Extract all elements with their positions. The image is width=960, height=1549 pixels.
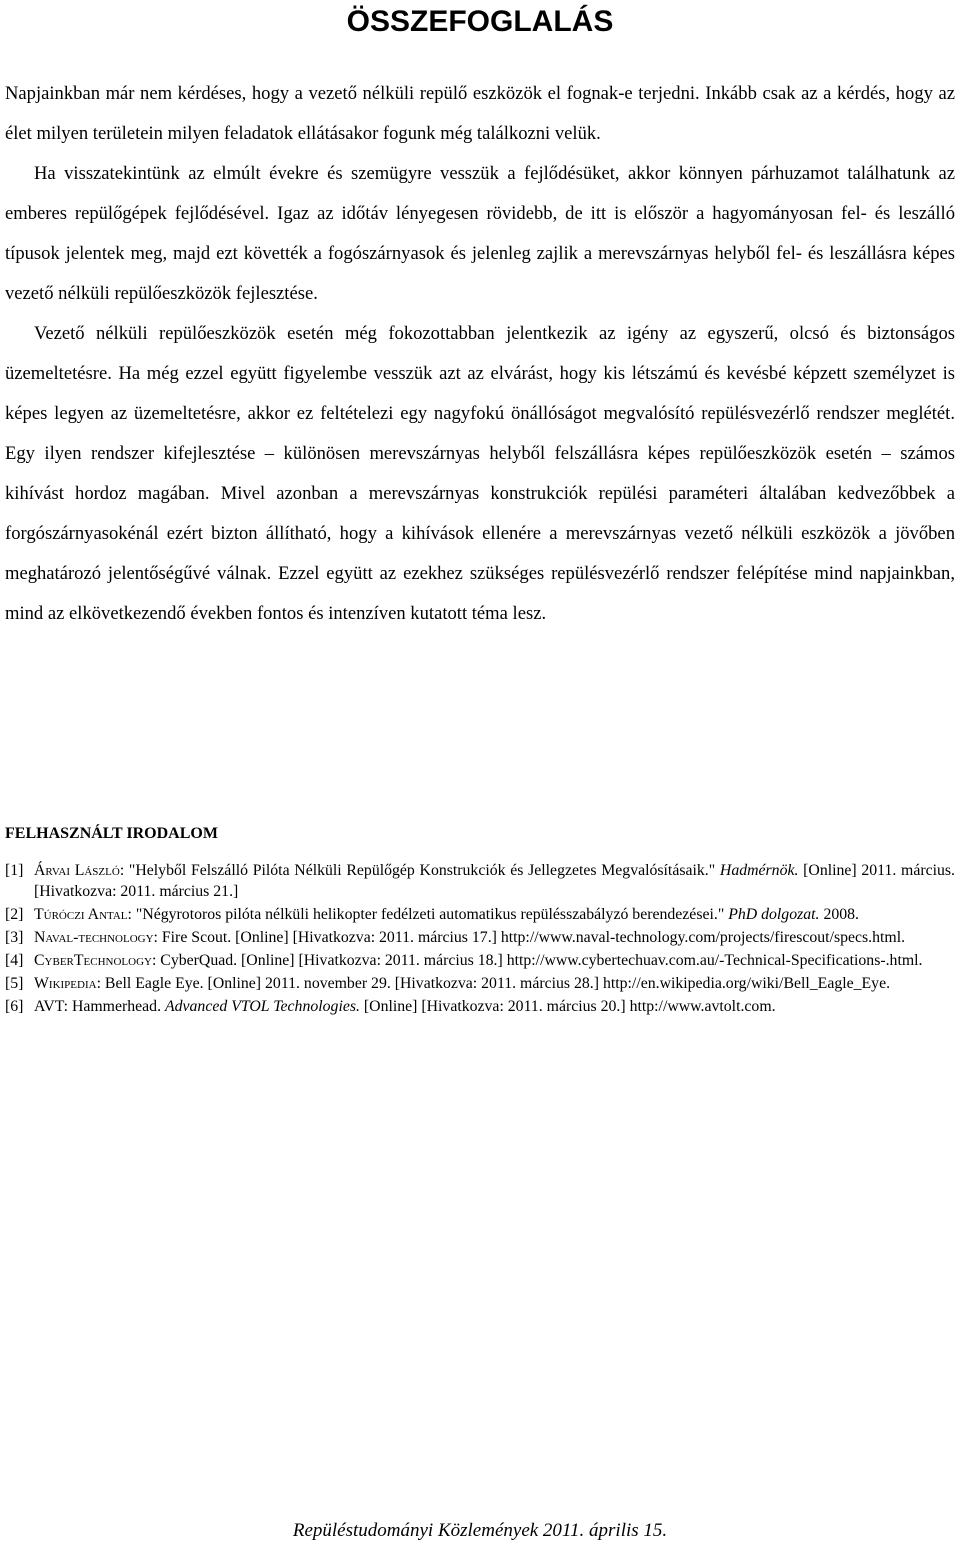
reference-number: [6]	[5, 998, 24, 1015]
reference-item	[5, 927, 955, 948]
summary-body	[5, 74, 955, 634]
reference-author: Wikipedia	[34, 975, 97, 992]
reference-rest: [Online] [Hivatkozva: 2011. március 20.] http://www.avtolt.com.	[359, 998, 776, 1015]
reference-text: : Fire Scout. [Online] [Hivatkozva: 2011. március 17.] http://www.naval-technology.com/projects/firescout/specs.html.	[153, 929, 906, 946]
reference-number: [4]	[5, 952, 24, 969]
journal-footer: Repüléstudományi Közlemények 2011. április 15.	[292, 1520, 668, 1541]
reference-rest: 2008.	[819, 906, 859, 923]
reference-source: Advanced VTOL Technologies.	[164, 998, 360, 1015]
paragraph: Napjainkban már nem kérdéses, hogy a vezető nélküli repülő eszközök el fognak-e terjedni. Inkább csak az a kérdés, hogy az élet milyen területein milyen feladatok ellátásakor fogunk még találkozni velük.	[5, 83, 955, 144]
reference-item	[5, 904, 955, 925]
reference-item	[5, 996, 955, 1017]
reference-number: [5]	[5, 975, 24, 992]
paragraph: Vezető nélküli repülőeszközök esetén még fokozottabban jelentkezik az igény az egyszerű, olcsó és biztonságos üzemeltetésre. Ha még ezzel együtt figyelembe vesszük azt az elvárást, hogy kis létszámú és kevésbé képzett személyzet is képes legyen az üzemeltetésre, akkor ez feltételezi egy nagyfokú önállóságot megvalósító repülésvezérlő rendszer meglétét. Egy ilyen rendszer kifejlesztése – különösen merevszárnyas helyből felszállásra képes repülőeszközök esetén – számos kihívást hordoz magában. Mivel azonban a merevszárnyas konstrukciók repülési paraméteri általában kedvezőbbek a forgószárnyasokénál ezért bizton állítható, hogy a kihívások ellenére a merevszárnyas vezető nélküli eszközök a jövőben meghatározó jelentőségűvé válnak. Ezzel együtt az ezekhez szükséges repülésvezérlő rendszer felépítése mind napjainkban, mind az elkövetkezendő években fontos és intenzíven kutatott téma lesz.	[5, 323, 955, 624]
reference-text: : Bell Eagle Eye. [Online] 2011. november 29. [Hivatkozva: 2011. március 28.] http://en.wikipedia.org/wiki/Bell_Eagle_Eye.	[96, 975, 891, 992]
reference-item	[5, 860, 955, 902]
reference-author: CyberTechnology	[34, 952, 152, 969]
reference-text: AVT: Hammerhead.	[34, 998, 165, 1015]
reference-source: PhD dolgozat.	[728, 906, 820, 923]
page-title: ÖSSZEFOGLALÁS	[346, 5, 614, 38]
references-heading: FELHASZNÁLT IRODALOM	[5, 825, 218, 842]
reference-list	[5, 860, 955, 1019]
reference-item	[5, 950, 955, 971]
reference-number: [1]	[5, 862, 24, 879]
reference-number: [3]	[5, 929, 24, 946]
reference-number: [2]	[5, 906, 24, 923]
reference-text: : "Négyrotoros pilóta nélküli helikopter fedélzeti automatikus repülésszabályzó berendezései."	[127, 906, 729, 923]
reference-rest: [Online] 2011. március. [Hivatkozva: 2011. március 21.]	[34, 862, 956, 900]
paragraph: Ha visszatekintünk az elmúlt évekre és szemügyre vesszük a fejlődésüket, akkor könnyen párhuzamot találhatunk az emberes repülőgépek fejlődésével. Igaz az időtáv lényegesen rövidebb, de itt is először a hagyományosan fel- és leszálló típusok jelentek meg, majd ezt követték a fogószárnyasok és jelenleg zajlik a merevszárnyas helyből fel- és leszállásra képes vezető nélküli repülőeszközök fejlesztése.	[5, 163, 955, 304]
reference-source: Hadmérnök.	[719, 862, 799, 879]
reference-author: Túróczi Antal	[34, 906, 128, 923]
reference-text: : CyberQuad. [Online] [Hivatkozva: 2011. március 18.] http://www.cybertechuav.com.au/-Technical-Specifications-.html.	[151, 952, 923, 969]
reference-author: Árvai László	[34, 862, 120, 879]
reference-text: : "Helyből Felszálló Pilóta Nélküli Repülőgép Konstrukciók és Jellegzetes Megvalósításaik."	[119, 862, 720, 879]
reference-author: Naval-technology	[34, 929, 154, 946]
reference-item	[5, 973, 955, 994]
